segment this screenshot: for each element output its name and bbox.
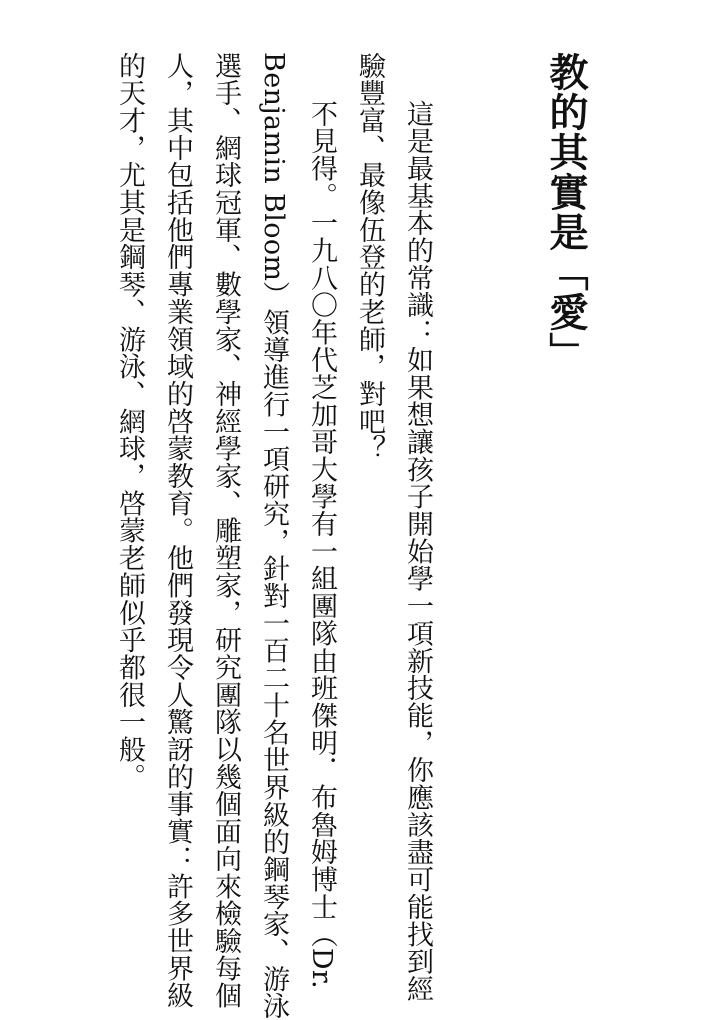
paragraph-line-4: Benjamin Bloom）領導進行一項研究，針對一百二十名世界級的鋼琴家、游泳 xyxy=(258,52,289,1020)
paragraph-line-5: 選手、網球冠軍、數學家、神經學家、雕塑家，研究團隊以幾個面向來檢驗每個 xyxy=(210,52,241,1010)
paragraph-line-6: 人，其中包括他們專業領域的啓蒙教育。他們發現令人驚訝的事實：許多世界級 xyxy=(162,52,193,1010)
paragraph-line-3: 不見得。一九八〇年代芝加哥大學有一組團隊由班傑明．布魯姆博士（Dr. xyxy=(306,100,337,990)
paragraph-line-2: 驗豐富、最像伍登的老師，對吧？ xyxy=(354,52,385,463)
paragraph-line-1: 這是最基本的常識：如果想讓孩子開始學一項新技能，你應該盡可能找到經 xyxy=(402,100,433,1003)
chapter-title: 教的其實是「愛」 xyxy=(543,52,588,372)
paragraph-line-7: 的天才，尤其是鋼琴、游泳、網球，啓蒙老師似乎都很一般。 xyxy=(114,52,145,791)
